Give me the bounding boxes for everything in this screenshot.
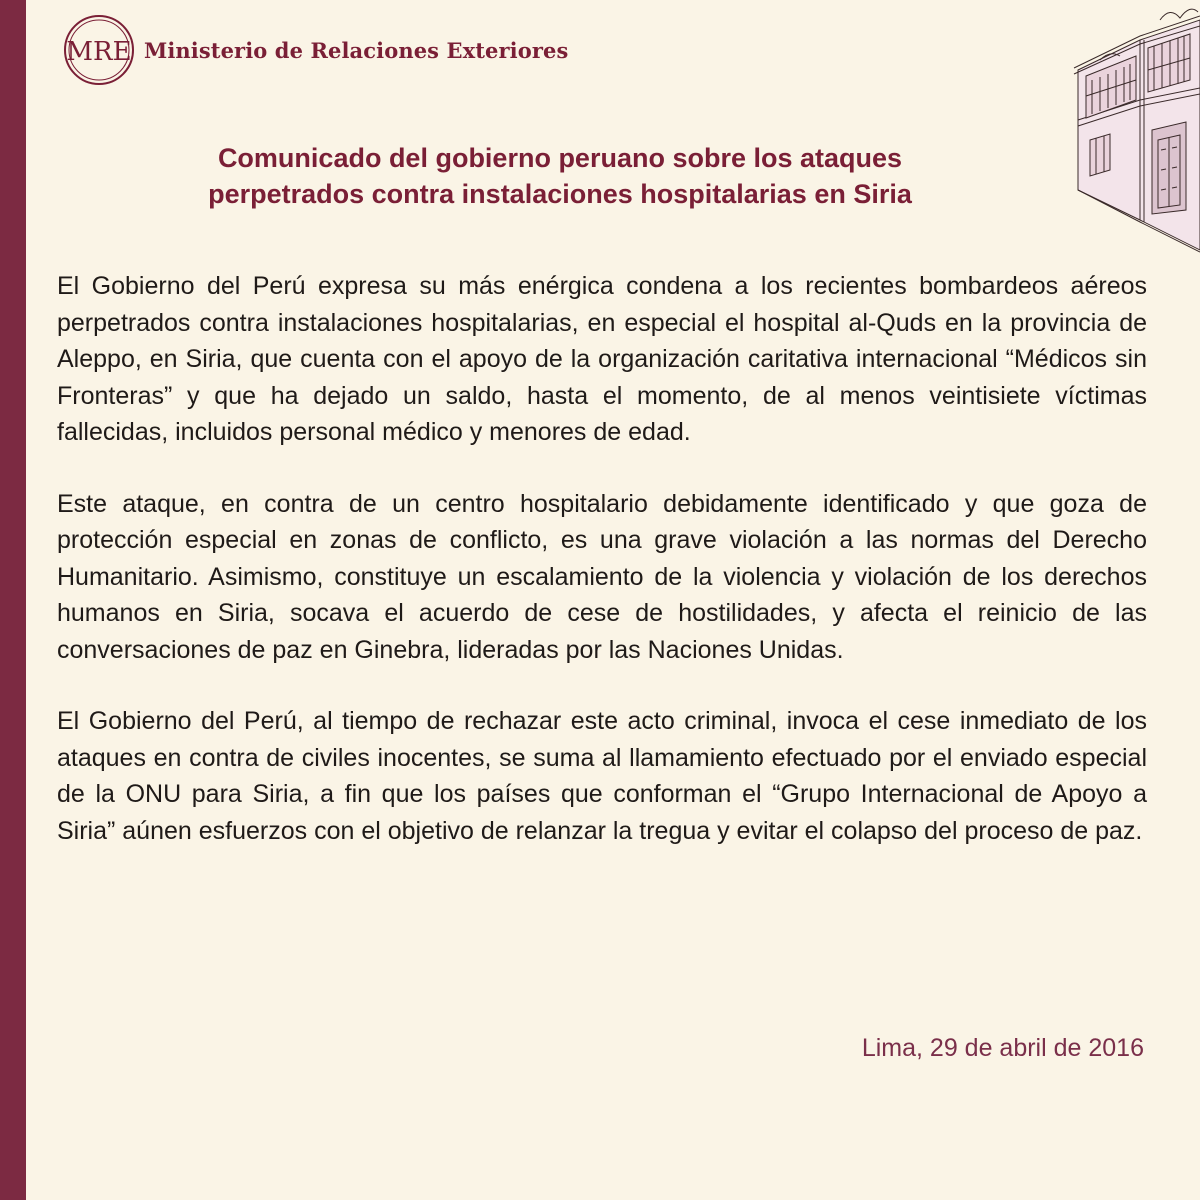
ministry-name: Ministerio de Relaciones Exteriores [144, 37, 569, 63]
title-line-1: Comunicado del gobierno peruano sobre los ataques [217, 143, 903, 173]
title-line-2: perpetrados contra instalaciones hospitalarias en Siria [208, 179, 912, 209]
seal-text: MRE [66, 37, 132, 67]
left-accent-band [0, 0, 26, 1200]
paragraph-1: El Gobierno del Perú expresa su más enérgica condena a los recientes bombardeos aéreos perpetrados contra instalaciones hospitalarias, en especial el hospital al-Quds en la provincia de Aleppo, en Siria, que cuenta con el apoyo de la organización caritativa internacional “Médicos sin Fronteras” y que ha dejado un saldo, hasta el momento, de al menos veintisiete víctimas fallecidas, incluidos personal médico y menores de edad. [57, 272, 1147, 446]
paragraph-2: Este ataque, en contra de un centro hospitalario debidamente identificado y que goza de protección especial en zonas de conflicto, es una grave violación a las normas del Derecho Humanitario. Asimismo, constituye un escalamiento de la violencia y violación de los derechos humanos en Siria, socava el acuerdo de cese de hostilidades, y afecta el reinicio de las conversaciones de paz en Ginebra, lideradas por las Naciones Unidas. [57, 489, 1147, 664]
place-and-date: Lima, 29 de abril de 2016 [861, 1034, 1144, 1062]
communique-title [100, 140, 1020, 212]
communique-body [57, 268, 1147, 884]
colonial-building-illustration [1040, 0, 1200, 260]
header [62, 12, 568, 88]
mre-seal-icon [62, 13, 136, 87]
paragraph-3: El Gobierno del Perú, al tiempo de rechazar este acto criminal, invoca el cese inmediato de los ataques en contra de civiles inocentes, se suma al llamamiento efectuado por el enviado especial de la ONU para Siria, a fin que los países que conforman el “Grupo Internacional de Apoyo a Siria” aúnen esfuerzos con el objetivo de relanzar la tregua y evitar el colapso del proceso de paz. [57, 707, 1147, 845]
